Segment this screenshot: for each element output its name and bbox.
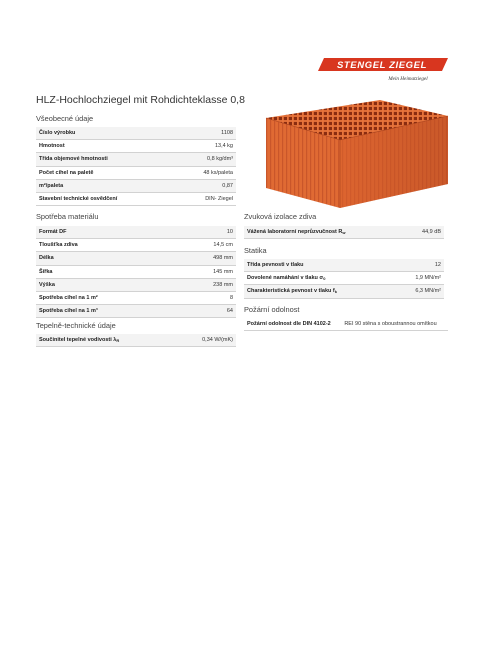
stengel-ziegel-logo [316,54,448,86]
row-label: Tloušťka zdiva [36,239,179,252]
table-row [244,259,444,272]
table-row [244,318,448,331]
row-value: 12 [394,259,444,272]
row-value: 498 mm [179,252,236,265]
table-row [36,291,236,304]
consumption-table [36,226,236,318]
row-label: Počet cihel na paletě [36,166,177,179]
table-row [36,265,236,278]
row-value: 145 mm [179,265,236,278]
fire-table [244,318,448,331]
fire-heading: Požární odolnost [244,305,300,314]
row-value: DIN- Ziegel [177,192,236,205]
row-label: Číslo výrobku [36,127,177,140]
row-label: Třída pevnosti v tlaku [244,259,394,272]
row-label: Požární odolnost dle DIN 4102-2 [244,318,341,331]
row-label: Délka [36,252,179,265]
table-row [36,179,236,192]
table-row [36,252,236,265]
row-label: Dovolené namáhání v tlaku $\sigma_0$ [244,272,394,285]
row-value: 48 ks/paleta [177,166,236,179]
consumption-heading: Spotřeba materiálu [36,212,99,221]
table-row [244,272,444,285]
row-label: Třída objemové hmotnosti [36,153,177,166]
row-value: 1,9 MN/m² [394,272,444,285]
brick-image [258,96,452,210]
row-value: 14,5 cm [179,239,236,252]
table-row [36,166,236,179]
row-value: 6,3 MN/m² [394,285,444,298]
row-value: 64 [179,305,236,318]
row-value: 44,9 dB [405,226,444,239]
row-value: 0,87 [177,179,236,192]
thermal-table [36,334,236,347]
sound-heading: Zvuková izolace zdiva [244,212,317,221]
table-row [36,305,236,318]
statics-table [244,259,444,299]
row-value: 10 [179,226,236,239]
row-label: Spotřeba cihel na 1 m² [36,291,179,304]
table-row [36,127,236,140]
row-label: Šířka [36,265,179,278]
row-label: Formát DF [36,226,179,239]
statics-heading: Statika [244,246,267,255]
brand-tagline: Mein Heimatziegel [388,76,428,82]
sound-table [244,226,444,239]
row-value: 0,34 W/(mK) [176,334,236,347]
brand-name: STENGEL ZIEGEL [336,60,428,71]
row-label: Výška [36,278,179,291]
table-row [36,153,236,166]
table-row [36,226,236,239]
table-row [244,285,444,298]
row-value: 0,8 kg/dm³ [177,153,236,166]
row-label: Součinitel tepelné vodivosti $\lambda_R$ [36,334,176,347]
row-label: Charakteristická pevnost v tlaku $f_k$ [244,285,394,298]
table-row [36,140,236,153]
table-row [36,278,236,291]
row-label: Vážená laboratorní neprůzvučnost $R_w$ [244,226,405,239]
thermal-heading: Tepelně-technické údaje [36,321,116,330]
row-value: 8 [179,291,236,304]
row-label: Stavební technické osvědčení [36,192,177,205]
row-value: REI 90 stěna s oboustrannou omítkou [341,318,448,331]
row-label: Spotřeba cihel na 1 m³ [36,305,179,318]
row-value: 13,4 kg [177,140,236,153]
table-row [36,192,236,205]
general-heading: Všeobecné údaje [36,114,94,123]
table-row [36,334,236,347]
row-value: 238 mm [179,278,236,291]
page-title: HLZ-Hochlochziegel mit Rohdichteklasse 0,8 [36,94,245,106]
table-row [36,239,236,252]
general-table [36,127,236,206]
row-value: 1108 [177,127,236,140]
table-row [244,226,444,239]
row-label: Hmotnost [36,140,177,153]
row-label: m²/paleta [36,179,177,192]
